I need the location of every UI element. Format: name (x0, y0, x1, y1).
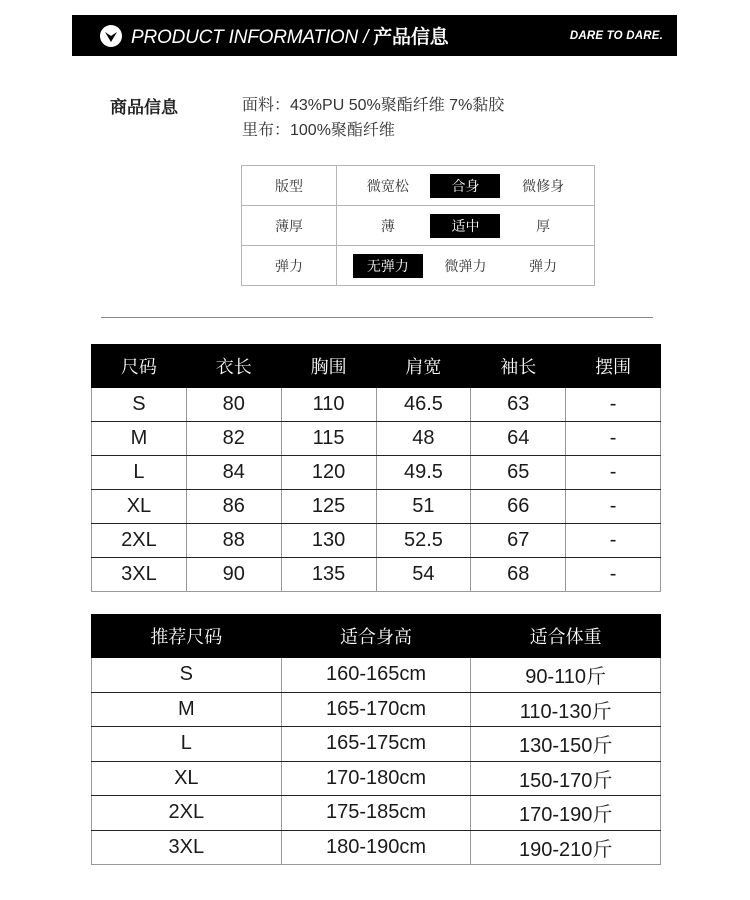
table-row (92, 422, 661, 456)
table-cell: 3XL (92, 830, 282, 865)
attribute-options (337, 166, 595, 206)
attribute-option-selected: 适中 (430, 214, 500, 238)
table-cell: 54 (376, 558, 471, 592)
attribute-options (337, 246, 595, 286)
table-cell: 65 (471, 456, 566, 490)
attribute-option: 弹力 (529, 257, 558, 274)
table-row (92, 456, 661, 490)
table-cell: 110 (281, 388, 376, 422)
table-cell: 120 (281, 456, 376, 490)
table-cell: S (92, 658, 282, 693)
table-cell: 51 (376, 490, 471, 524)
table-cell: 64 (471, 422, 566, 456)
table-row (92, 796, 661, 831)
table-cell: 63 (471, 388, 566, 422)
table-cell: - (566, 456, 661, 490)
column-header: 推荐尺码 (92, 615, 282, 658)
table-cell: 165-170cm (281, 692, 471, 727)
table-cell: 125 (281, 490, 376, 524)
table-cell: 48 (376, 422, 471, 456)
table-cell: L (92, 727, 282, 762)
table-cell: - (566, 388, 661, 422)
section-divider (101, 317, 653, 318)
table-cell: 52.5 (376, 524, 471, 558)
attribute-row (242, 206, 595, 246)
attribute-option: 微弹力 (444, 257, 487, 274)
fabric-line: 面料：43%PU 50%聚酯纤维 7%黏胶 (242, 97, 505, 114)
product-information-banner (72, 15, 677, 56)
table-cell: 170-190斤 (471, 796, 661, 831)
table-cell: S (92, 388, 187, 422)
table-cell: 90-110斤 (471, 658, 661, 693)
attribute-options (337, 206, 595, 246)
attribute-key: 薄厚 (242, 206, 337, 246)
table-cell: 49.5 (376, 456, 471, 490)
table-cell: 86 (186, 490, 281, 524)
table-cell: 150-170斤 (471, 761, 661, 796)
table-cell: 68 (471, 558, 566, 592)
table-cell: 115 (281, 422, 376, 456)
attribute-option-selected: 合身 (430, 174, 500, 198)
table-cell: 180-190cm (281, 830, 471, 865)
table-cell: 110-130斤 (471, 692, 661, 727)
attribute-grid (241, 165, 595, 286)
table-cell: - (566, 422, 661, 456)
table-cell: 165-175cm (281, 727, 471, 762)
lining-line: 里布：100%聚酯纤维 (242, 122, 395, 139)
attribute-option: 微宽松 (366, 177, 409, 194)
chevron-down-circle-icon (100, 25, 122, 47)
table-cell: 46.5 (376, 388, 471, 422)
column-header: 尺码 (92, 345, 187, 388)
table-cell: 2XL (92, 796, 282, 831)
table-cell: 170-180cm (281, 761, 471, 796)
table-cell: 160-165cm (281, 658, 471, 693)
table-cell: 90 (186, 558, 281, 592)
column-header: 衣长 (186, 345, 281, 388)
table-cell: L (92, 456, 187, 490)
table-cell: 3XL (92, 558, 187, 592)
attribute-option-selected: 无弹力 (353, 254, 423, 278)
column-header: 适合身高 (281, 615, 471, 658)
table-row (92, 761, 661, 796)
table-cell: XL (92, 490, 187, 524)
column-header: 肩宽 (376, 345, 471, 388)
table-cell: 88 (186, 524, 281, 558)
product-info-label: 商品信息 (110, 98, 178, 117)
table-cell: 130 (281, 524, 376, 558)
attribute-row (242, 166, 595, 206)
column-header: 适合体重 (471, 615, 661, 658)
banner-slogan: DARE TO DARE. (569, 29, 663, 42)
column-header: 摆围 (566, 345, 661, 388)
table-cell: M (92, 422, 187, 456)
table-cell: 67 (471, 524, 566, 558)
table-cell: XL (92, 761, 282, 796)
table-row (92, 727, 661, 762)
attribute-option: 微修身 (522, 177, 565, 194)
column-header: 胸围 (281, 345, 376, 388)
table-row (92, 692, 661, 727)
banner-title: PRODUCT INFORMATION / 产品信息 (131, 27, 449, 48)
table-row (92, 524, 661, 558)
product-info-details (242, 93, 504, 143)
table-cell: 175-185cm (281, 796, 471, 831)
table-row (92, 658, 661, 693)
table-cell: - (566, 558, 661, 592)
recommended-size-table (91, 614, 661, 865)
table-cell: 66 (471, 490, 566, 524)
attribute-option: 厚 (536, 217, 551, 234)
table-cell: 190-210斤 (471, 830, 661, 865)
column-header: 袖长 (471, 345, 566, 388)
table-cell: - (566, 490, 661, 524)
attribute-row (242, 246, 595, 286)
size-chart-table (91, 344, 661, 592)
attribute-key: 版型 (242, 166, 337, 206)
table-row (92, 558, 661, 592)
table-cell: 2XL (92, 524, 187, 558)
table-row (92, 490, 661, 524)
table-cell: M (92, 692, 282, 727)
table-row (92, 388, 661, 422)
table-cell: 80 (186, 388, 281, 422)
table-cell: 135 (281, 558, 376, 592)
table-cell: 130-150斤 (471, 727, 661, 762)
table-cell: - (566, 524, 661, 558)
table-cell: 82 (186, 422, 281, 456)
table-cell: 84 (186, 456, 281, 490)
table-row (92, 830, 661, 865)
attribute-key: 弹力 (242, 246, 337, 286)
attribute-option: 薄 (380, 217, 395, 234)
